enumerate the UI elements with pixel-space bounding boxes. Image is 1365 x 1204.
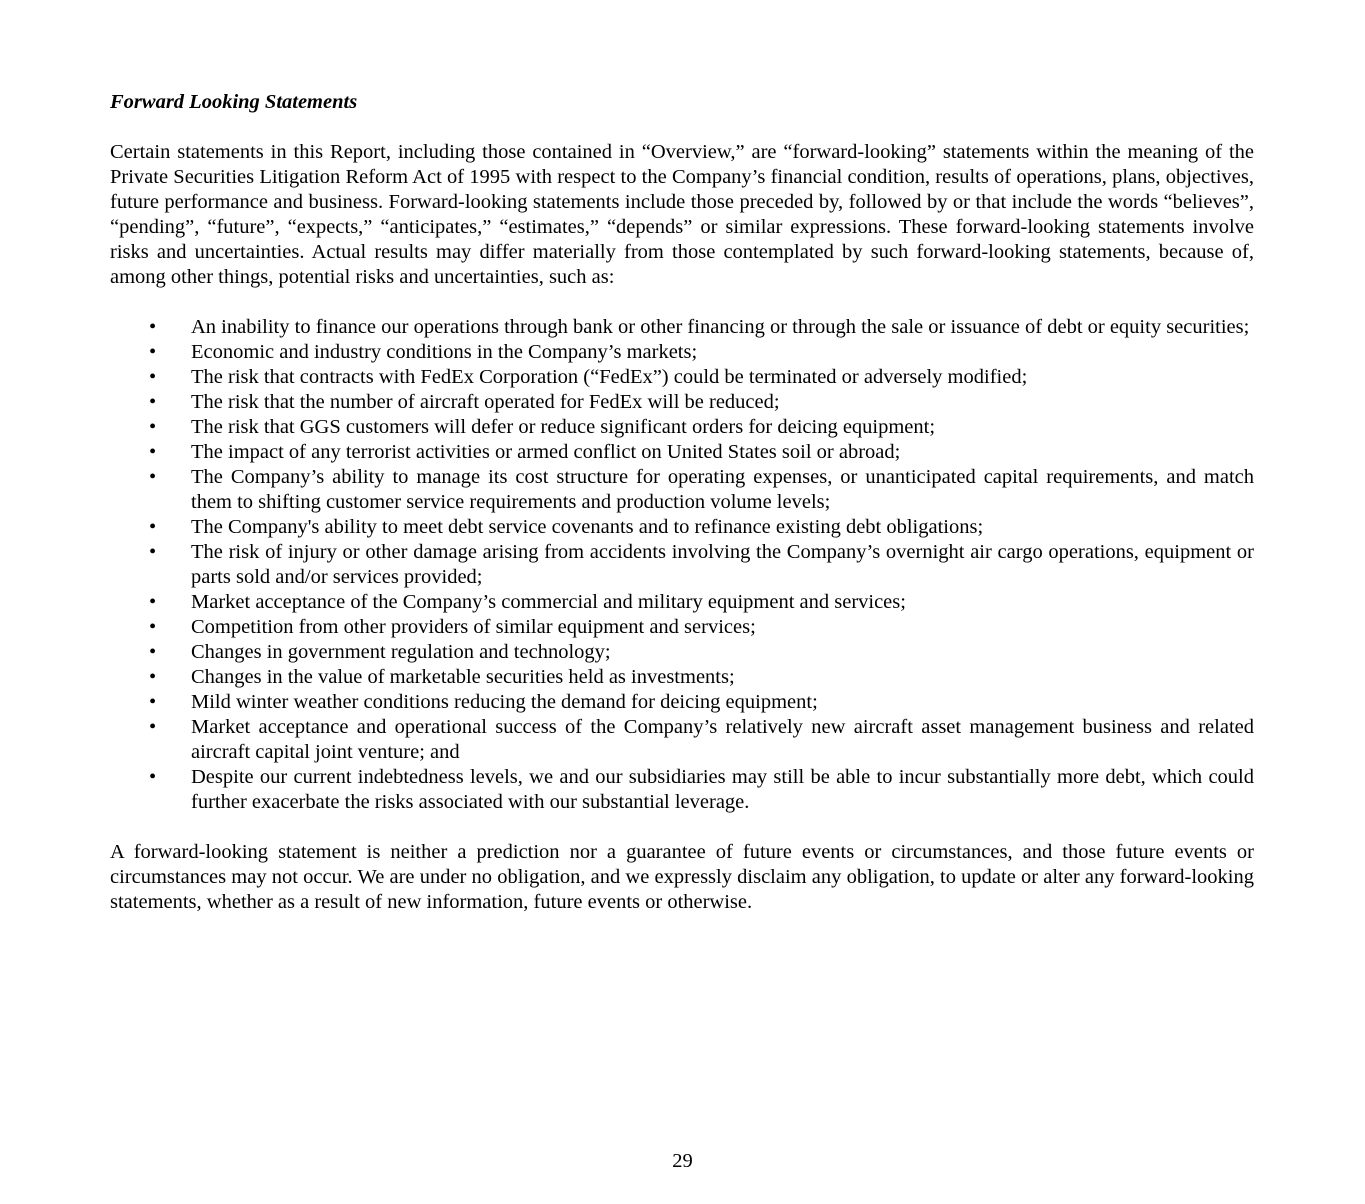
section-heading: Forward Looking Statements: [110, 91, 358, 113]
risk-factor-list: [110, 315, 1254, 815]
list-item-text: The risk that contracts with FedEx Corporation (“FedEx”) could be terminated or adversely modified;: [191, 366, 1028, 388]
intro-paragraph: Certain statements in this Report, including those contained in “Overview,” are “forward-looking” statements within the meaning of the Private Securities Litigation Reform Act of 1995 with respect to the Company’s financial condition, results of operations, plans, objectives, future performance and business. Forward-looking statements include those preceded by, followed by or that include the words “believes”, “pending”, “future”, “expects,” “anticipates,” “estimates,” “depends” or similar expressions. These forward-looking statements involve risks and uncertainties. Actual results may differ materially from those contemplated by such forward-looking statements, because of, among other things, potential risks and uncertainties, such as:: [110, 141, 1254, 288]
bullet-icon: •: [149, 516, 157, 538]
list-item: [110, 515, 1254, 540]
bullet-icon: •: [149, 316, 157, 338]
list-item: [110, 315, 1254, 340]
list-item: [110, 615, 1254, 640]
spacer: [110, 290, 1254, 315]
list-item: [110, 765, 1254, 815]
list-item-text: Competition from other providers of similar equipment and services;: [191, 616, 756, 638]
bullet-icon: •: [149, 691, 157, 713]
list-item: [110, 415, 1254, 440]
closing-paragraph: A forward-looking statement is neither a prediction nor a guarantee of future events or circumstances, and those future events or circumstances may not occur. We are under no obligation, and we expressly disclaim any obligation, to update or alter any forward-looking statements, whether as a result of new information, future events or otherwise.: [110, 841, 1254, 913]
list-item-text: Changes in the value of marketable securities held as investments;: [191, 666, 735, 688]
list-item-text: An inability to finance our operations through bank or other financing or through the sale or issuance of debt or equity securities;: [191, 316, 1250, 338]
list-item-text: Despite our current indebtedness levels, we and our subsidiaries may still be able to incur substantially more debt, which could further exacerbate the risks associated with our substantial leverage.: [191, 766, 1254, 813]
bullet-icon: •: [149, 616, 157, 638]
spacer: [110, 815, 1254, 840]
list-item: [110, 440, 1254, 465]
list-item-text: Mild winter weather conditions reducing the demand for deicing equipment;: [191, 691, 818, 713]
list-item: [110, 690, 1254, 715]
list-item: [110, 465, 1254, 515]
page-number: 29: [672, 1150, 693, 1172]
list-item: [110, 365, 1254, 390]
bullet-icon: •: [149, 716, 157, 738]
list-item: [110, 640, 1254, 665]
bullet-icon: •: [149, 666, 157, 688]
list-item: [110, 665, 1254, 690]
bullet-icon: •: [149, 341, 157, 363]
list-item-text: Market acceptance and operational success of the Company’s relatively new aircraft asset management business and related aircraft capital joint venture; and: [191, 716, 1254, 763]
bullet-icon: •: [149, 391, 157, 413]
list-item-text: The Company’s ability to manage its cost structure for operating expenses, or unanticipated capital requirements, and match them to shifting customer service requirements and production volume levels;: [191, 466, 1254, 513]
list-item-text: Economic and industry conditions in the Company’s markets;: [191, 341, 698, 363]
list-item-text: The risk that GGS customers will defer or reduce significant orders for deicing equipment;: [191, 416, 936, 438]
bullet-icon: •: [149, 641, 157, 663]
list-item-text: The risk of injury or other damage arising from accidents involving the Company’s overnight air cargo operations, equipment or parts sold and/or services provided;: [191, 541, 1254, 588]
list-item-text: The risk that the number of aircraft operated for FedEx will be reduced;: [191, 391, 780, 413]
document-page: [110, 90, 1254, 915]
list-item-text: Changes in government regulation and technology;: [191, 641, 611, 663]
list-item-text: Market acceptance of the Company’s commercial and military equipment and services;: [191, 591, 906, 613]
list-item: [110, 590, 1254, 615]
bullet-icon: •: [149, 466, 157, 488]
bullet-icon: •: [149, 366, 157, 388]
list-item: [110, 390, 1254, 415]
list-item-text: The impact of any terrorist activities or armed conflict on United States soil or abroad;: [191, 441, 901, 463]
list-item-text: The Company's ability to meet debt service covenants and to refinance existing debt obligations;: [191, 516, 984, 538]
bullet-icon: •: [149, 591, 157, 613]
bullet-icon: •: [149, 441, 157, 463]
bullet-icon: •: [149, 416, 157, 438]
list-item: [110, 540, 1254, 590]
bullet-icon: •: [149, 766, 157, 788]
list-item: [110, 715, 1254, 765]
bullet-icon: •: [149, 541, 157, 563]
list-item: [110, 340, 1254, 365]
